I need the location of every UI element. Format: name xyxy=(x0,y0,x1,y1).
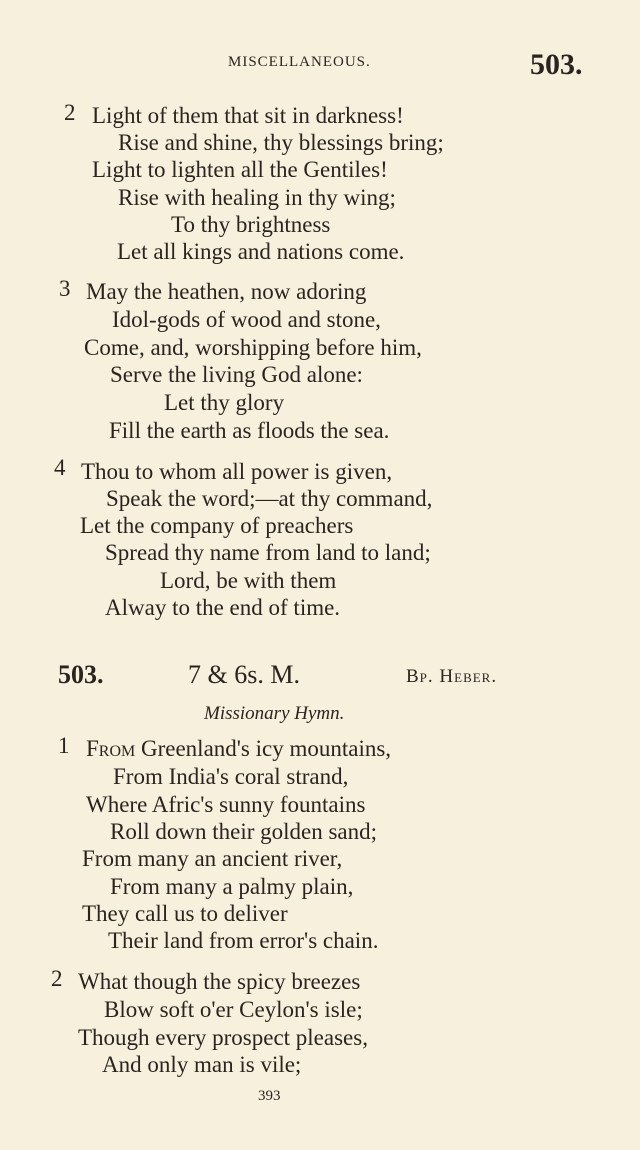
verse-line: Speak the word;—at thy command, xyxy=(106,486,433,511)
verse-line: Though every prospect pleases, xyxy=(78,1025,368,1050)
verse-line: Blow soft o'er Ceylon's isle; xyxy=(104,997,363,1022)
verse-number: 4 xyxy=(54,455,66,480)
hymn-author: Bp. Heber. xyxy=(406,666,498,687)
verse-line: They call us to deliver xyxy=(82,901,288,926)
verse-line: Thou to whom all power is given, xyxy=(81,459,393,484)
hymn-heading xyxy=(0,660,640,700)
verse-line: Roll down their golden sand; xyxy=(110,819,378,844)
verse-line: From many an ancient river, xyxy=(82,846,343,871)
verse-line: Lord, be with them xyxy=(160,568,337,593)
verse-number: 2 xyxy=(51,966,63,991)
verse-line: Rise and shine, thy blessings bring; xyxy=(118,130,444,155)
verse-line: Spread thy name from land to land; xyxy=(105,540,431,565)
verse-line: May the heathen, now adoring xyxy=(86,279,367,304)
verse-line: Their land from error's chain. xyxy=(108,928,379,953)
running-head: MISCELLANEOUS. xyxy=(228,54,371,70)
verse-number: 1 xyxy=(58,733,70,758)
verse-line: Let all kings and nations come. xyxy=(117,239,405,264)
verse-line xyxy=(86,737,391,760)
verse-number: 3 xyxy=(59,276,71,301)
verse-line: Rise with healing in thy wing; xyxy=(118,185,396,210)
verse-line: Where Afric's sunny fountains xyxy=(86,792,366,817)
verse-line: Fill the earth as floods the sea. xyxy=(109,418,390,443)
verse-line: To thy brightness xyxy=(171,212,331,237)
verse-line: Come, and, worshipping before him, xyxy=(84,335,422,360)
verse-line: Let the company of preachers xyxy=(80,513,354,538)
hymn-number: 503. xyxy=(58,660,104,689)
verse-number: 2 xyxy=(64,100,76,125)
verse-line: Light of them that sit in darkness! xyxy=(92,103,404,128)
verse-line-rest: Greenland's icy mountains, xyxy=(135,736,392,761)
verse-line: Idol-gods of wood and stone, xyxy=(112,307,381,332)
verse-line: From many a palmy plain, xyxy=(110,874,354,899)
page-number: 393 xyxy=(258,1088,281,1104)
verse-line: Serve the living God alone: xyxy=(110,362,363,387)
hymn-meter: 7 & 6s. M. xyxy=(188,660,300,689)
verse-line: From India's coral strand, xyxy=(113,764,349,789)
verse-line: What though the spicy breezes xyxy=(78,969,361,994)
verse-line: And only man is vile; xyxy=(102,1052,302,1077)
page-hymn-number: 503. xyxy=(530,48,583,81)
verse-line: Alway to the end of time. xyxy=(105,595,341,620)
hymn-title: Missionary Hymn. xyxy=(204,703,345,724)
verse-line: Let thy glory xyxy=(164,390,285,415)
first-word: From xyxy=(86,736,136,761)
verse-line: Light to lighten all the Gentiles! xyxy=(92,157,388,182)
